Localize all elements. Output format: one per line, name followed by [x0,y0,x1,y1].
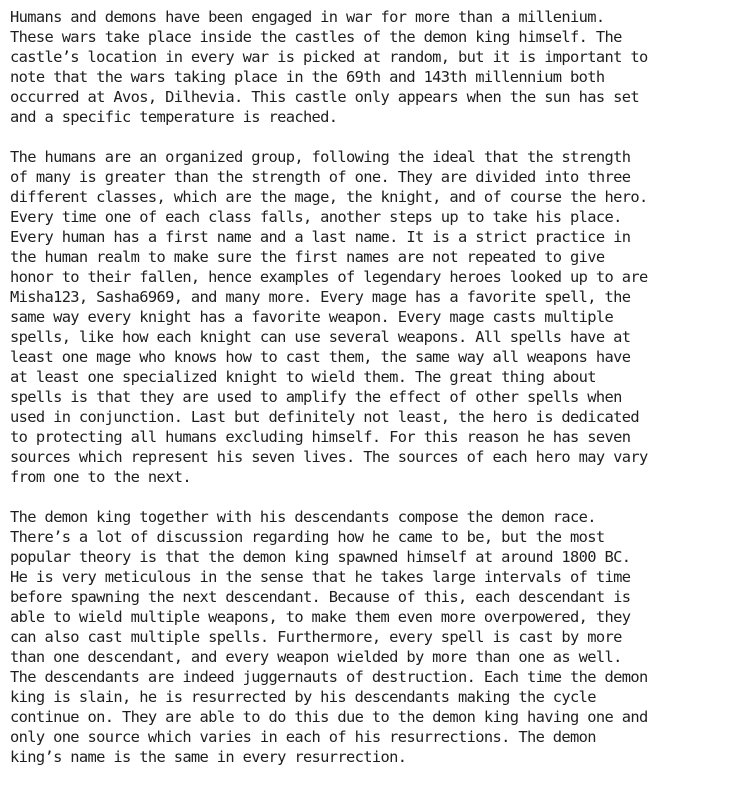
text-line: same way every knight has a favorite weapon. Every mage casts multiple [10,308,614,326]
text-line: castle’s location in every war is picked at random, but it is important to [10,48,648,66]
text-line: able to wield multiple weapons, to make them even more overpowered, they [10,608,631,626]
text-line: used in conjunction. Last but definitely not least, the hero is dedicated [10,408,639,426]
text-line: and a specific temperature is reached. [10,108,338,126]
text-line: spells, like how each knight can use several weapons. All spells have at [10,328,631,346]
text-line: before spawning the next descendant. Because of this, each descendant is [10,588,631,606]
text-line: honor to their fallen, hence examples of legendary heroes looked up to are [10,268,648,286]
text-line: king’s name is the same in every resurrection. [10,748,407,766]
text-line: king is slain, he is resurrected by his descendants making the cycle [10,688,596,706]
text-line: from one to the next. [10,468,191,486]
text-line: Humans and demons have been engaged in war for more than a millenium. [10,8,605,26]
text-line: Every human has a first name and a last name. It is a strict practice in [10,228,631,246]
text-line: Misha123, Sasha6969, and many more. Every mage has a favorite spell, the [10,288,631,306]
text-line: can also cast multiple spells. Furthermore, every spell is cast by more [10,628,622,646]
text-line: least one mage who knows how to cast them, the same way all weapons have [10,348,631,366]
text-line: occurred at Avos, Dilhevia. This castle only appears when the sun has set [10,88,639,106]
text-line: The descendants are indeed juggernauts of destruction. Each time the demon [10,668,648,686]
paragraph-humans [10,147,750,487]
text-line: The humans are an organized group, following the ideal that the strength [10,148,631,166]
text-line: than one descendant, and every weapon wielded by more than one as well. [10,648,622,666]
text-line: There’s a lot of discussion regarding how he came to be, but the most [10,528,605,546]
text-line: to protecting all humans excluding himself. For this reason he has seven [10,428,631,446]
text-line: only one source which varies in each of his resurrections. The demon [10,728,596,746]
text-line: sources which represent his seven lives. The sources of each hero may vary [10,448,648,466]
paragraph-wars [10,7,750,127]
text-line: different classes, which are the mage, the knight, and of course the hero. [10,188,648,206]
text-line: continue on. They are able to do this due to the demon king having one and [10,708,648,726]
text-line: the human realm to make sure the first names are not repeated to give [10,248,605,266]
text-line: He is very meticulous in the sense that he takes large intervals of time [10,568,631,586]
text-line: note that the wars taking place in the 69th and 143th millennium both [10,68,605,86]
text-line: popular theory is that the demon king spawned himself at around 1800 BC. [10,548,631,566]
text-line: spells is that they are used to amplify the effect of other spells when [10,388,622,406]
text-line: These wars take place inside the castles of the demon king himself. The [10,28,622,46]
text-line: at least one specialized knight to wield them. The great thing about [10,368,596,386]
text-line: of many is greater than the strength of one. They are divided into three [10,168,631,186]
paragraph-demons [10,507,750,767]
text-line: The demon king together with his descendants compose the demon race. [10,508,596,526]
text-line: Every time one of each class falls, another steps up to take his place. [10,208,622,226]
